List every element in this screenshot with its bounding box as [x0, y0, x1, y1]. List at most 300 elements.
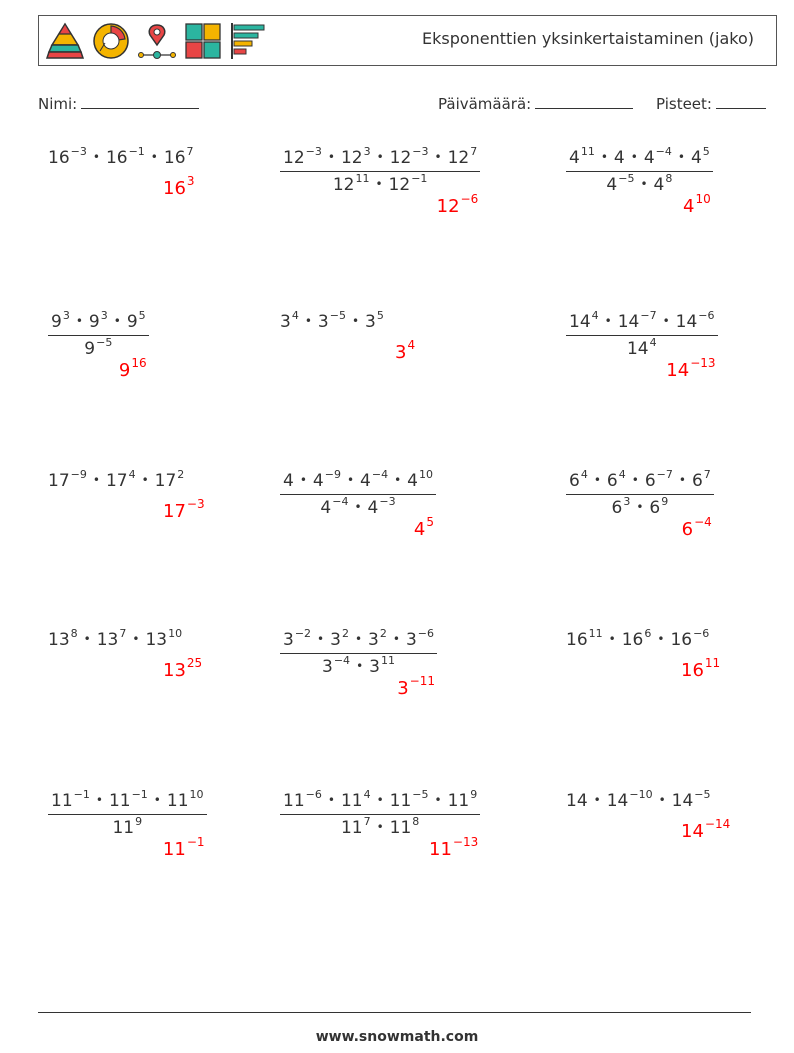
- term-base: 16: [105, 148, 128, 168]
- problem-14: [280, 788, 480, 838]
- power-term: [280, 309, 299, 332]
- power-term: [118, 356, 147, 381]
- term-base: 12: [332, 175, 355, 195]
- power-term: [405, 627, 434, 650]
- power-term: [621, 627, 652, 650]
- multiply-dot: •: [83, 632, 91, 646]
- term-base: 4: [569, 148, 580, 168]
- answer-12: [681, 656, 721, 681]
- term-base: 4: [413, 519, 426, 540]
- answer-1: [163, 174, 195, 199]
- term-base: 11: [112, 818, 135, 838]
- term-base: 6: [681, 519, 694, 540]
- term-base: 4: [613, 148, 625, 168]
- multiply-dot: •: [75, 314, 83, 328]
- term-base: 11: [389, 818, 412, 838]
- term-base: 11: [447, 791, 470, 811]
- power-term: [163, 656, 203, 681]
- problem-15: [566, 788, 711, 811]
- term-exponent: −3: [70, 145, 87, 158]
- denominator: [280, 171, 480, 195]
- power-term: [317, 309, 346, 332]
- worksheet-title: Eksponenttien yksinkertaistaminen (jako): [421, 29, 754, 48]
- multiply-dot: •: [658, 793, 666, 807]
- footer-divider: [38, 1012, 751, 1013]
- power-term: [51, 309, 70, 332]
- power-term: [105, 468, 136, 491]
- multiply-dot: •: [356, 659, 364, 673]
- answer-9: [681, 515, 712, 540]
- power-term: [96, 627, 127, 650]
- term-base: 4: [690, 148, 702, 168]
- term-exponent: 7: [186, 145, 194, 158]
- pyramid-chart-icon: [45, 21, 85, 61]
- multiply-dot: •: [604, 314, 612, 328]
- fraction-expression: [280, 145, 480, 195]
- multiply-dot: •: [677, 150, 685, 164]
- power-term: [283, 471, 294, 491]
- denominator: [280, 814, 480, 838]
- power-term: [332, 172, 370, 195]
- term-base: 3: [397, 678, 409, 699]
- multiply-dot: •: [346, 473, 355, 487]
- power-term: [389, 145, 429, 168]
- numerator: [280, 468, 436, 494]
- term-exponent: 4: [580, 468, 588, 481]
- power-term: [691, 468, 711, 491]
- term-base: 14: [675, 312, 698, 332]
- term-base: 11: [340, 818, 363, 838]
- denominator: [48, 814, 207, 838]
- term-base: 17: [105, 471, 128, 491]
- problem-9: [566, 468, 714, 518]
- term-base: 6: [606, 471, 618, 491]
- multiply-dot: •: [434, 793, 442, 807]
- bar-chart-icon: [229, 21, 269, 61]
- power-term: [413, 515, 434, 540]
- numerator: [566, 309, 718, 335]
- term-exponent: −9: [70, 468, 87, 481]
- power-term: [360, 468, 389, 491]
- numerator: [48, 788, 207, 814]
- term-base: 17: [154, 471, 177, 491]
- term-exponent: −6: [693, 627, 710, 640]
- power-term: [644, 468, 673, 491]
- multiply-dot: •: [141, 473, 149, 487]
- date-blank[interactable]: [535, 94, 633, 109]
- term-base: 3: [280, 312, 291, 332]
- name-blank[interactable]: [81, 94, 199, 109]
- power-term: [162, 835, 205, 860]
- term-exponent: 9: [661, 495, 669, 508]
- term-base: 9: [51, 312, 62, 332]
- term-exponent: −11: [409, 674, 435, 688]
- product-expression: [48, 145, 194, 168]
- power-term: [606, 468, 626, 491]
- term-exponent: −1: [128, 145, 145, 158]
- power-term: [108, 788, 148, 811]
- numerator: [280, 788, 480, 814]
- term-base: 3: [395, 342, 407, 363]
- term-exponent: −6: [417, 627, 434, 640]
- power-term: [447, 145, 478, 168]
- term-base: 3: [283, 630, 294, 650]
- term-base: 11: [51, 791, 73, 811]
- term-exponent: 11: [355, 172, 370, 185]
- term-base: 9: [84, 339, 96, 359]
- term-base: 6: [611, 498, 623, 518]
- term-base: 13: [145, 630, 168, 650]
- term-base: 4: [312, 471, 324, 491]
- multiply-dot: •: [394, 473, 402, 487]
- term-exponent: 3: [363, 145, 371, 158]
- denominator: [280, 494, 436, 518]
- multiply-dot: •: [376, 793, 384, 807]
- worksheet-header: [38, 15, 777, 66]
- multiply-dot: •: [636, 500, 644, 514]
- term-exponent: 11: [588, 627, 603, 640]
- term-exponent: −6: [698, 309, 715, 322]
- answer-2: [436, 192, 479, 217]
- multiply-dot: •: [354, 500, 362, 514]
- denominator: [566, 494, 714, 518]
- term-exponent: −4: [655, 145, 672, 158]
- power-term: [653, 172, 673, 195]
- multiply-dot: •: [376, 820, 384, 834]
- multiply-dot: •: [593, 793, 601, 807]
- term-base: 9: [88, 312, 100, 332]
- footer-url: www.snowmath.com: [315, 1029, 479, 1045]
- numerator: [48, 309, 149, 335]
- term-exponent: 3: [62, 309, 70, 322]
- score-label: Pisteet:: [656, 95, 712, 113]
- problem-1: [48, 145, 194, 168]
- fraction-expression: [280, 468, 436, 518]
- term-base: 14: [671, 791, 694, 811]
- date-label: Päivämäärä:: [438, 95, 532, 113]
- term-exponent: 3: [186, 174, 195, 188]
- power-term: [145, 627, 183, 650]
- answer-13: [162, 835, 205, 860]
- term-exponent: −4: [371, 468, 389, 481]
- power-term: [112, 815, 143, 838]
- multiply-dot: •: [662, 314, 670, 328]
- power-term: [322, 654, 351, 677]
- multiply-dot: •: [113, 314, 121, 328]
- fraction-expression: [566, 145, 713, 195]
- power-term: [566, 627, 603, 650]
- problem-2: [280, 145, 480, 195]
- term-base: 3: [317, 312, 329, 332]
- term-exponent: 7: [470, 145, 478, 158]
- term-exponent: 4: [407, 338, 416, 352]
- numerator: [566, 145, 713, 171]
- power-term: [340, 788, 371, 811]
- term-exponent: −1: [186, 835, 205, 849]
- power-term: [84, 336, 113, 359]
- problem-12: [566, 627, 710, 650]
- name-label: Nimi:: [38, 95, 78, 113]
- power-term: [569, 309, 599, 332]
- multiply-dot: •: [327, 793, 335, 807]
- power-term: [163, 145, 194, 168]
- power-term: [666, 356, 716, 381]
- answer-6: [666, 356, 716, 381]
- power-term: [369, 654, 395, 677]
- term-base: 16: [566, 630, 588, 650]
- term-base: 11: [108, 791, 131, 811]
- power-term: [407, 468, 433, 491]
- term-base: 4: [320, 498, 332, 518]
- term-base: 6: [644, 471, 656, 491]
- answer-4: [118, 356, 147, 381]
- power-term: [126, 309, 146, 332]
- term-base: 3: [365, 312, 376, 332]
- problem-3: [566, 145, 713, 195]
- term-base: 16: [163, 178, 186, 199]
- term-exponent: 7: [703, 468, 711, 481]
- term-base: 12: [389, 148, 412, 168]
- problem-11: [280, 627, 437, 677]
- power-term: [447, 788, 478, 811]
- power-term: [606, 788, 653, 811]
- term-exponent: −9: [324, 468, 341, 481]
- pie-chart-icon: [91, 21, 131, 61]
- power-term: [166, 788, 204, 811]
- power-term: [51, 788, 90, 811]
- term-exponent: −2: [294, 627, 312, 640]
- problem-6: [566, 309, 718, 359]
- power-term: [163, 174, 195, 199]
- power-term: [368, 627, 387, 650]
- term-base: 12: [283, 148, 305, 168]
- term-base: 12: [436, 196, 460, 217]
- term-exponent: −1: [131, 788, 148, 801]
- multiply-dot: •: [608, 632, 616, 646]
- term-base: 14: [626, 339, 649, 359]
- term-exponent: 2: [341, 627, 349, 640]
- multiply-dot: •: [392, 632, 400, 646]
- name-field: [38, 94, 199, 113]
- term-base: 14: [569, 312, 591, 332]
- multiply-dot: •: [434, 150, 442, 164]
- term-base: 13: [48, 630, 70, 650]
- location-route-icon: [137, 21, 177, 61]
- term-exponent: 11: [704, 656, 721, 670]
- term-base: 12: [340, 148, 363, 168]
- multiply-dot: •: [304, 314, 312, 328]
- score-blank[interactable]: [716, 94, 766, 109]
- power-term: [283, 145, 322, 168]
- term-base: 4: [606, 175, 618, 195]
- answer-7: [163, 497, 205, 522]
- term-exponent: 9: [470, 788, 478, 801]
- term-base: 4: [643, 148, 655, 168]
- term-base: 16: [621, 630, 644, 650]
- term-exponent: 4: [618, 468, 626, 481]
- term-base: 6: [691, 471, 703, 491]
- term-base: 16: [681, 660, 704, 681]
- term-exponent: 4: [128, 468, 136, 481]
- term-exponent: 16: [131, 356, 147, 370]
- power-term: [617, 309, 657, 332]
- answer-11: [397, 674, 435, 699]
- power-term: [681, 656, 721, 681]
- term-exponent: −4: [332, 495, 349, 508]
- term-exponent: 5: [702, 145, 710, 158]
- term-exponent: −5: [329, 309, 346, 322]
- power-term: [649, 495, 669, 518]
- multiply-dot: •: [92, 150, 100, 164]
- term-base: 4: [283, 471, 294, 491]
- multiply-dot: •: [92, 473, 100, 487]
- answer-14: [429, 835, 479, 860]
- term-base: 4: [407, 471, 418, 491]
- multiply-dot: •: [299, 473, 307, 487]
- fraction-expression: [280, 788, 480, 838]
- power-term: [330, 627, 349, 650]
- term-base: 14: [681, 821, 704, 842]
- term-base: 16: [48, 148, 70, 168]
- term-exponent: 5: [138, 309, 146, 322]
- power-term: [626, 336, 657, 359]
- multiply-dot: •: [657, 632, 665, 646]
- multiply-dot: •: [630, 150, 638, 164]
- term-base: 14: [606, 791, 629, 811]
- date-field: [438, 94, 633, 113]
- term-exponent: 2: [379, 627, 387, 640]
- multiply-dot: •: [678, 473, 686, 487]
- power-term: [397, 674, 435, 699]
- numerator: [280, 145, 480, 171]
- answer-10: [163, 656, 203, 681]
- term-exponent: −3: [305, 145, 322, 158]
- term-exponent: −4: [333, 654, 351, 667]
- term-base: 13: [163, 660, 186, 681]
- term-base: 3: [368, 630, 379, 650]
- power-term: [283, 788, 322, 811]
- term-exponent: −7: [640, 309, 657, 322]
- term-exponent: −5: [618, 172, 635, 185]
- term-base: 13: [96, 630, 119, 650]
- term-exponent: 10: [695, 192, 711, 206]
- multiply-dot: •: [631, 473, 639, 487]
- term-base: 16: [670, 630, 693, 650]
- power-term: [569, 468, 588, 491]
- power-term: [690, 145, 710, 168]
- multiply-dot: •: [640, 177, 648, 191]
- term-base: 11: [162, 839, 186, 860]
- power-term: [389, 815, 420, 838]
- power-term: [675, 309, 715, 332]
- term-base: 3: [330, 630, 341, 650]
- term-exponent: 5: [376, 309, 384, 322]
- answer-8: [413, 515, 434, 540]
- product-expression: [566, 627, 710, 650]
- term-exponent: 25: [186, 656, 203, 670]
- power-term: [48, 468, 87, 491]
- power-term: [389, 788, 429, 811]
- term-exponent: 8: [665, 172, 673, 185]
- power-term: [670, 627, 710, 650]
- power-term: [320, 495, 349, 518]
- term-exponent: 6: [644, 627, 652, 640]
- multiply-dot: •: [376, 150, 384, 164]
- term-base: 4: [360, 471, 371, 491]
- power-term: [154, 468, 185, 491]
- answer-3: [683, 192, 711, 217]
- multiply-dot: •: [375, 177, 383, 191]
- problem-5: [280, 309, 384, 332]
- term-exponent: −7: [656, 468, 673, 481]
- fraction-expression: [566, 309, 718, 359]
- term-base: 4: [653, 175, 665, 195]
- power-term: [395, 338, 416, 363]
- term-exponent: 7: [119, 627, 127, 640]
- term-base: 4: [367, 498, 379, 518]
- fraction-expression: [48, 788, 207, 838]
- term-exponent: 7: [363, 815, 371, 828]
- term-base: 17: [163, 501, 186, 522]
- term-base: 14: [666, 360, 690, 381]
- term-base: 11: [283, 791, 305, 811]
- multiply-dot: •: [150, 150, 158, 164]
- term-exponent: −13: [452, 835, 479, 849]
- problem-13: [48, 788, 207, 838]
- multiply-dot: •: [354, 632, 363, 646]
- term-base: 4: [683, 196, 695, 217]
- power-term: [163, 497, 205, 522]
- term-exponent: 2: [177, 468, 185, 481]
- term-exponent: 3: [623, 495, 631, 508]
- term-exponent: 10: [168, 627, 183, 640]
- fraction-expression: [48, 309, 149, 359]
- power-term: [611, 495, 631, 518]
- term-base: 11: [429, 839, 452, 860]
- product-expression: [48, 468, 185, 491]
- term-exponent: −1: [73, 788, 90, 801]
- multiply-dot: •: [317, 632, 325, 646]
- term-exponent: −5: [96, 336, 113, 349]
- power-term: [436, 192, 479, 217]
- denominator: [566, 171, 713, 195]
- multiply-dot: •: [132, 632, 140, 646]
- product-expression: [566, 788, 711, 811]
- term-exponent: 10: [189, 788, 204, 801]
- score-field: [656, 94, 766, 113]
- power-term: [48, 627, 78, 650]
- product-expression: [48, 627, 183, 650]
- term-exponent: 8: [412, 815, 420, 828]
- term-exponent: −3: [379, 495, 396, 508]
- product-expression: [280, 309, 384, 332]
- term-exponent: 4: [363, 788, 371, 801]
- term-exponent: −13: [690, 356, 716, 370]
- term-exponent: 9: [135, 815, 143, 828]
- power-term: [683, 192, 711, 217]
- power-term: [283, 627, 312, 650]
- term-exponent: 4: [291, 309, 299, 322]
- term-base: 17: [48, 471, 70, 491]
- term-base: 14: [566, 791, 588, 811]
- power-term: [88, 309, 108, 332]
- term-base: 9: [118, 360, 131, 381]
- term-exponent: −6: [305, 788, 322, 801]
- term-base: 16: [163, 148, 186, 168]
- term-exponent: −4: [694, 515, 712, 529]
- term-exponent: 10: [418, 468, 433, 481]
- term-base: 3: [322, 657, 333, 677]
